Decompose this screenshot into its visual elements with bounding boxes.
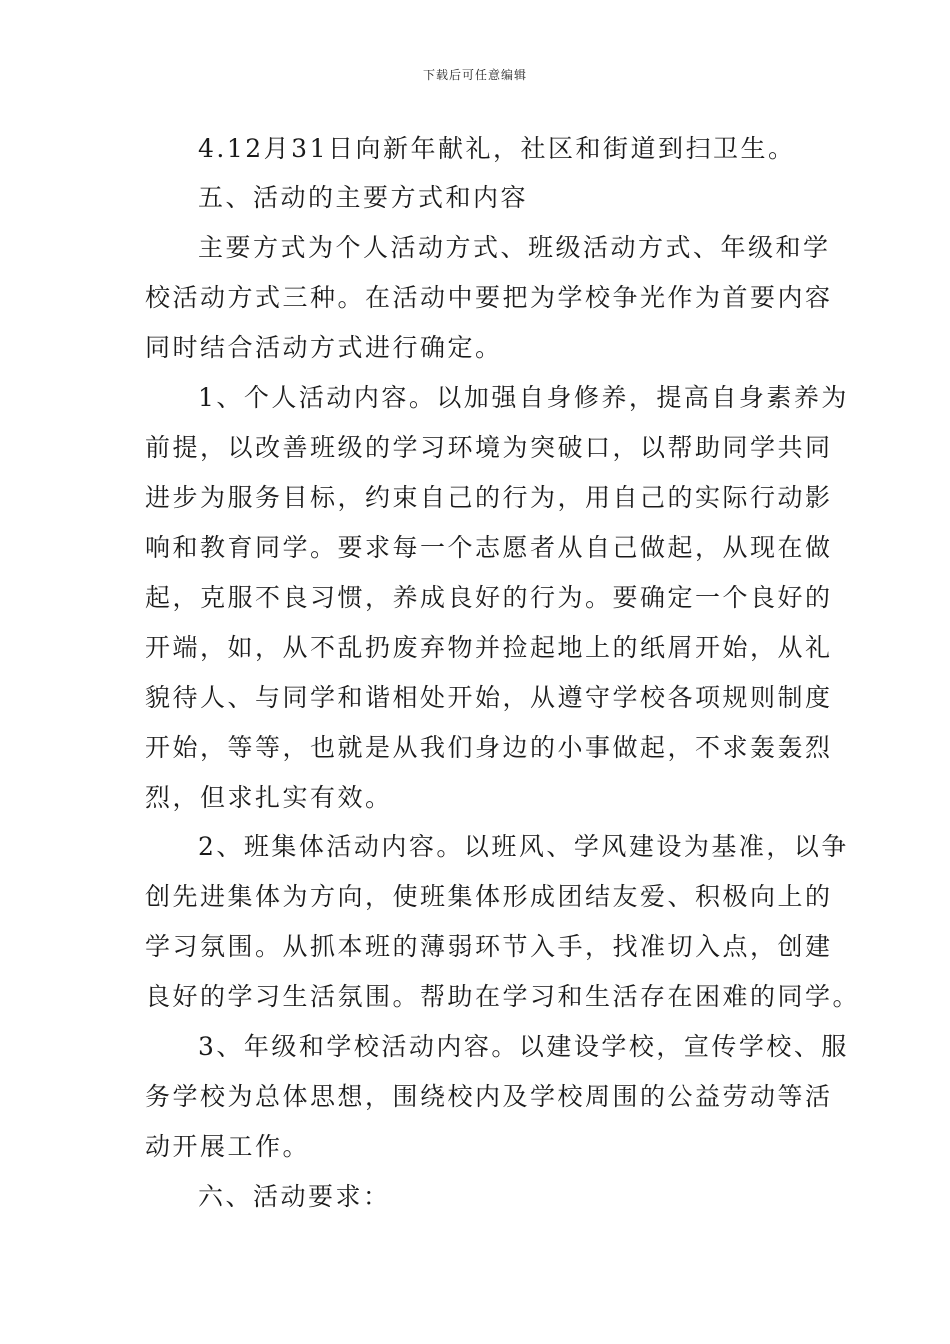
section-heading: 六、活动要求： xyxy=(198,1182,391,1211)
text-line: 3、年级和学校活动内容。以建设学校，宣传学校、服 xyxy=(198,1032,849,1061)
text-line: 校活动方式三种。在活动中要把为学校争光作为首要内容 xyxy=(145,283,833,312)
section-heading: 五、活动的主要方式和内容 xyxy=(198,183,529,212)
text-line: 主要方式为个人活动方式、班级活动方式、年级和学 xyxy=(198,233,831,262)
text-line: 同时结合活动方式进行确定。 xyxy=(145,333,503,362)
text-line: 良好的学习生活氛围。帮助在学习和生活存在困难的同学。 xyxy=(145,982,861,1011)
text-line: 进步为服务目标，约束自己的行为，用自己的实际行动影 xyxy=(145,483,833,512)
text-line: 烈，但求扎实有效。 xyxy=(145,783,393,812)
text-line: 动开展工作。 xyxy=(145,1132,311,1161)
text-line: 4.12月31日向新年献礼，社区和街道到扫卫生。 xyxy=(198,134,796,163)
text-line: 1、个人活动内容。以加强自身修养，提高自身素养为 xyxy=(198,383,849,412)
text-line: 2、班集体活动内容。以班风、学风建设为基准，以争 xyxy=(198,832,849,861)
text-line: 前提，以改善班级的学习环境为突破口，以帮助同学共同 xyxy=(145,433,833,462)
text-line: 开端，如，从不乱扔废弃物并捡起地上的纸屑开始，从礼 xyxy=(145,633,833,662)
text-line: 貌待人、与同学和谐相处开始，从遵守学校各项规则制度 xyxy=(145,683,833,712)
text-line: 创先进集体为方向，使班集体形成团结友爱、积极向上的 xyxy=(145,882,833,911)
page-header: 下载后可任意编辑 xyxy=(422,68,527,82)
text-line: 起，克服不良习惯，养成良好的行为。要确定一个良好的 xyxy=(145,583,833,612)
text-line: 务学校为总体思想，围绕校内及学校周围的公益劳动等活 xyxy=(145,1082,833,1111)
text-line: 学习氛围。从抓本班的薄弱环节入手，找准切入点，创建 xyxy=(145,932,833,961)
text-line: 响和教育同学。要求每一个志愿者从自己做起，从现在做 xyxy=(145,533,833,562)
text-line: 开始，等等，也就是从我们身边的小事做起，不求轰轰烈 xyxy=(145,733,833,762)
